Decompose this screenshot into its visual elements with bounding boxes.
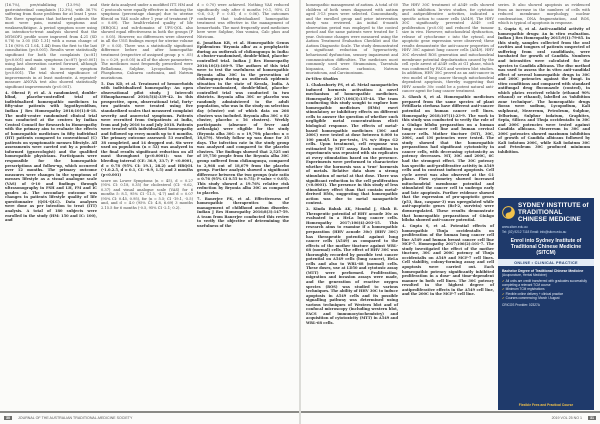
advert-title: SYDNEY INSTITUTE of TRADITIONAL CHINESE MEDICINE [518, 202, 589, 223]
page-number: 30 [6, 416, 10, 420]
in-vitro-entry-3: 3. Ghosh S, et al. Homeopathic medicines prepared from the same species of plant Fritillaria cirrhosa have different anti-cancer potential on human cancer cell lines. Homeopathy 2018;107(1):23-9. The work in this study was conducted to verify the role of a Ginkgo biloba preparation on a human lung cancer cell line and human cervical cancer cells. Mother tincture (MT), 30C, 200C, and 1M potencies were tested. The study showed that the homeopathic preparations had significant cytotoxicity in cancer cells, with decreasing cytotoxicity as potency decreases. MT, 30C and 200C, 6C had the strongest effect. The 30C potency has specific anti-proliferative activity in A549 cells and in contrast induced apoptosis. Cell cycle arrest was also observed at the G1 phase. Flow cytometry showed increased mitochondrial membrane potential and stimulated the cancer cell to undergo early and late apoptosis. Further evidence showed that the expression of pro-apoptotic genes (p53, Bax, caspase-3) was upregulated while anti-apoptotic genes (Bcl-2, survivin) were downregulated. These results demonstrate that homeopathic preparations of Ginkgo biloba showed anti-cancer potential. [402, 95, 494, 223]
advert-footer: Flexible Fees and Practical Course [518, 403, 574, 407]
paragraph: their data analysed under a modified ITT. HM and C protocols were equally effective in reducing the symptoms (percentage change) due to uterine fibroid on VAS scale after 1 year of treatment (P = 0.69). The health-related quality of life (HRQOL) and sub-domains of UFS-QOL also showed equal effectiveness in both the groups (P = 0.05). However, no differences were observed in all the USG findings except for uterine volume (P = 0.03). There was a statistically significant difference before and after homeopathic treatment (respective of assigned group: p < .05) (n = 0.29, p=0.05) in all of the above parameters. The medicines most frequently prescribed were Belladonna, Sulphur, Lycopodium, Sepia, Phosphorus, Calcarea carbonica, and Natrum muriaticum. [101, 3, 193, 80]
in-vitro-entry-5: 5. Gupta S, et al. Anti-candidal activity of homeopathic drugs: An in vitro evaluation. Indian J Res Homeopathy 2015;9(1):79-85. In this study, samples collected from the oral cavities and tongues of patients suspected of suffering from oral candidiasis, were incubated for growth of Candida. Numbers and intensities were calculated for the species to Candida albicans. The disc method was used to assess the in vitro anti-candidal effect of several homeopathic drugs in 30C and 200C potencies against the fungi. In vitro conditions and compared with standard antifungal drug fluconazole (control), in which plates received vehicle (ethanol 90% ethanol) or ethanol), labelled as 'inhibition zone technique'. The homeopathic drugs Borax were sodium, Lycopodium, Kali sulphurat, Mezereum, Petroleum, Sulphur, Tellurium, Sulphur iodatum, Graphites, Sepia, Silicea and Thuja occidentalis in 30C and 200C potencies were tested against Candida albicans. Mezereum in 30C and 200C potencies showed maximum inhibition of growth of Candida albicans followed by Kali iodatum 200C, while Kali iodatum 30C and Petroleum 30C produced minimum inhibition. [498, 27, 590, 154]
list-item: ✔All units are credit transferred with graduates successfully completing a relevant TCM course [502, 279, 587, 288]
check-icon: ✔ [502, 279, 505, 283]
list-item: ✔Minimum TCM registrations [502, 287, 545, 292]
right-column-3 [498, 3, 590, 195]
page-number: 31 [590, 416, 594, 420]
advert-enrol-heading: Enrol into Sydney Institute of Traditional Chinese Medicine (SITCM) [510, 238, 582, 256]
left-column-3 [197, 3, 289, 230]
check-icon: ✔ [502, 295, 505, 300]
advert-course-title: Bachelor Degree of Traditional Chinese Medicine [502, 269, 584, 273]
study-entry-4: 4. Oberai P, et al. A randomized, double-blind, placebo-controlled trial of individualized homeopathic medicines in fifty-nine patients with hypothyroidism, Indian J Res Homeopathy 2016;10(1):8-18. The multi-centre randomised clinical trial was conducted at the centres by Indian Central Council for Research in Homeopathy with the primary aim to evaluate the effects of homeopathic medicines in fifty individual (HT) patients compared to conventional (C) patients on symptomatic menses lifestyle. All assessments were carried out by a product-informed (gynecologist) and the qualified homeopathic physicians. Participants were responsible for the homeopathic prescriptions and follow-up, which occurred over 12 months. The primary outcome measures were changes in the symptoms of menses lifestyle as a visual analogue scale (VAS) of 0-10 and findings through ultrasonography in FSH and LH, FM and IC grades at. The secondary outcome was changes in patients lifestyle quality of life questionnaire (QOL-QLC). Data analyses were done as per intention to treat (ITT) analysis. A total of 180 subjects were enrolled in the study (HM: 150 and IC: 100), and [5, 90, 97, 223]
right-page-footer [301, 411, 600, 424]
advert-cricos: CRICOS Provider: 02327A [502, 303, 540, 308]
paragraph: series. It also showed apoptosis as evidenced from an increase in the numbers of cells with reduced membrane morphology, nuclear condensation, DNA fragmentation, and ROS, which is typical of apoptosis in response. [498, 3, 590, 26]
study-entry-5: 5. Das KD, et al. Treatment of hemorrhoids with individualized homeopathy: An open observational pilot study. J Intercult Ethnopharmacol 2016;5(4):339-42. In this prospective, open, observational trial, forty-two patients were treated using five standardized scales that measured complaint severity and anorectal symptoms. Patients were recruited from Outpatients at India, from and July 2016 to and July 2018. Patients were treated with individualized homeopathy and followed up every month up to 6 months. The primary outcome assessed: 53 enrolled, 38 completed, and 14 dropped out. Six were used on population (n = 52) was analyzed in the final results significant reduction on all most throughout (p<0.0001): was for bleeding interval (CE: 36.9, 33.7; P <0.0001, d = 0.78 (95% CI: 19.1, 28.2) and HRQOL (-1.0.2.5, d = 0.1, CI: -0.9, 1.5) and 3 months (p<0.001) [101, 81, 193, 177]
left-column-2 [101, 3, 193, 212]
study-entry-7: 7. Banerjee PK, et al. Effectiveness of homeopathic therapeutics in the management of childhood autism disorder. Indian J Res Homeopathy 2016;8(3):147-59. A team from Banerjee conducted this review to verify the objective of determining the usefulness of the [197, 196, 289, 229]
advert-header [498, 198, 594, 225]
advert-feature-list [498, 279, 594, 300]
study-entry-6: 6. Jonathan KR, et al. Homeopathic Genus Epidemicus 'Bryonia alba' as a prophylactic during an outbreak of chikungunya in India: A cluster-randomised, double-blind, placebo-controlled trial. Indian J Res Homeopathy 2016;10(3):160-9. The authors of this trial were to test the usefulness of homeopathic Bryonia alba 30C in the prevention of chikungunya during an outbreak epidemic situation in the state of Kerala, India. A cluster-randomized, double-blind, placebo-controlled trial was conducted in two districts. Bryonia alba 30C or placebo was randomly administered to the adult population, who was in the study on selection day (cluster) out of which data on 266 clusters was included. Bryonia alba 30C = 82 cluster, placebo = 56 clusters). Weekly participants (absence of fever and arthralgia) were eligible for the study (Bryonia alba 30C: n = 19,798; placebo: n = 18,679). Weekly follow up was done for 35 days. The infection rate in the study group was analysed and compared to the placebo clusters. The findings showed that 2,525 out of 19,750 people from the Bryonia alba 30C group suffered from chikungunya, compared to 2,968 out of 18,679 from the placebo group. Further analysis showed a significant difference between the two groups (rate ratio = 0.76 (95% CI 0.55 to 0.75); P value < 0.05). This study showed a 19.76% relative risk reduction by Bryonia alba 30C as compared to placebo. [197, 40, 289, 195]
advert-course-subtitle: (Acupuncture, Herbal Medicine) [502, 273, 547, 277]
in-vitro-entry-4: 4. Gupta S, et al. Potential effects of homeopathic Thuja occidentalis on proliferation of the human lung cancer cell line A549 and human breast cancer cell line MCF-7. Homeopathy 2017;106(2):101-7. The study investigated the effect of the mother tincture, 30C and 200C potency of Thuja occidentalis on A549 and MCF-7 cell lines. Cell viability, colony-forming assay and cell apoptosis were carried out. Each homeopathic potency significantly inhibited proliferation in a dose- and time-dependent manner in both cell lines. The 30C potency resulted in the highest degree of antiproliferative effects in the A549 cell line, and the 200C in the MCF-7 cell line. [402, 224, 494, 297]
right-column-2 [402, 3, 494, 298]
check-icon: ✔ [502, 291, 505, 296]
journal-name: JOURNAL OF THE AUSTRALIAN TRADITIONAL-MEDICINE SOCIETY [18, 416, 133, 420]
check-icon: ✔ [502, 287, 505, 292]
left-column-1 [5, 3, 97, 224]
advert-website-link[interactable]: www.sitcm.edu.au [502, 225, 528, 229]
journal-issue: 2019 VOL 25 NO 1 [551, 416, 582, 420]
advert-contact: Tel: (02) 9212 7118 Email: info@sitcm.edu.au [502, 230, 567, 234]
list-item: ✔Flexible online delivery + clinical practice [502, 291, 564, 296]
paragraph: homeopathic management of autism. A total of 60 children of both sexes diagnosed with autism aged 3-13 years were selected. Concomitantly, and the enrolled group and prior intervention study was reviewed. An initial 6-month observation period was employed to the control period and the same patients were treated for 1 year. Outcome changes were measured using the Autism Treatment Evaluation Checklist and the Autism Diagnostic Scale. The study demonstrated a significant reduction of hyperactivity, behavioural dysfunction, sensory impairment and communication difficulties. The medicines most commonly used were Stramonium, Tarentula hispanica, Calcarea carbonica, Natrum muriaticum, and Carcinosinum. [306, 3, 398, 76]
section-heading-in-vitro: In-Vitro Studies [306, 77, 338, 82]
left-page-footer [0, 411, 299, 424]
advert-band: ONLINE • CLINICAL PRACTICE [498, 259, 594, 266]
paragraph: d = 0.70) were achieved. Nothing VAS reduced significantly only after 6 months (-0.1, 95% CI -0.6, 0.3; P = 0.81; d = 0.06). The outcomes confirmed that individualized homeopathic treatment was effective in the management of hemorrhoids. The most frequently used medicines here were Sulphur, Nux vomica, Calc phos and Nitricum. [197, 3, 289, 39]
paragraph: score on Lower Symptoms (n = 45), d = 0.27 (95% CI: 0.18, 0.35) for cholesterol (CI: -0.62, 0.37) and visual analogue scale (VAS) for 6 months 5: 8.1, 95% CI -11.5, -4.7) and d = 0.07 (95% CI: 0.45, 0.95), for (n = 5.5; CI -19.1, -5.5) and, and d = 4.0 (95% CI: 4.8, 6.69) 3 months 2.15.5 for 6 months (-0.5, 95% CI -2.1; 0.2). [101, 178, 193, 210]
paragraph: The HHV 30C treatment of A549 cells showed growth inhibition. In-vivo studies, for cytotoxic and antiproliferative activities, indicated a specific action to cancer cells (A549). The HHV 30C significantly prevented A549 cell proliferation (p<0.05) and reduced the tumour size in vivo. However, mitochondrial dysfunction, release of cytochrome c into the cytosol, and apoptotic gene expression were observed; these results demonstrate the anti-cancer properties of HHV 30C against lung cancer cells (A549). HHV 30C elevated ROS generation and mitochondrial membrane potential depolarization caused by the cell cycle arrest of A549 cells at G1 phase, which was confirmed by FACS and western blot studies. In addition, HHV 30C proved as an anti-cancer in vivo model of lung cancer through mitochondrial dependent apoptosis, thereby suggesting that HHV acnode 30c could be a potent natural anti-cancer agent for lung cancer treatment. [402, 3, 494, 94]
in-vitro-entry-2: 2. Kinda Babak AK, Mondal J, Shah R. Therapeutic potential of HHV acnode 30c as evaluated in a HeLa lung cancer cells. Homeopathy 2017;106(4):203-15. This research aims to examine if a homeopathic preparation (HHV acnode 30c) (HHV 30C) has therapeutic potential against lung cancer cells (A549) as compared to the effects of the mother tincture against WRL-68 (normal) cells. The effect of HHV 30C was thoroughly recorded by possible test cancer potential on A549 cells (lung cancer), HeLa cells and also to WRL-68 (normal) cells. These doses, use at LD50 and cytotoxic assay (MTT) were performed. Proliferation, migration and invasion assays were made, and the generation of reactive oxygen species (ROS) was studied to various techniques. The ability of HHV 30C to induce apoptosis in A549 cells and its possible signalling pathway was determined using various techniques of Western blot and of confocal microscopy (including western blot, FACS and immunocytochemistry) and acquisition of cytotoxicity (MTT) in A549 and WRL-68 cells. [306, 207, 398, 325]
paragraph: (16.7%), pre/stabilizing (13.9%) and gastrointestinal complaints (12.3%), with 36.7% suffering from those problems for at least 1 year. The three symptoms that bothered patients the most were pain, mental symptoms and weakness/fatigue. A period symptom score using an intention-to-treat analysis showed that the MYMOP2 profile score improved from 4.21 (SD 0.78) to 3.05 (SD 1.31) with a mean change of 1.16 (95% CI 1.04, 1.44) from the first to the last consultation (p<0.001). Results were statistically significant for both the complaints (n=81) (p<0.001) and main symptoms (n=87) (p<0.001) using last observation carried forward, although complaints did not to increase symptom (p<0.001). The trial showed significance of improvements in at least moderate. A repeated-measure ANOVA test also showed statistically significant improvements (p<0.001). [5, 3, 97, 89]
in-vitro-entry-1: 1. Chakraborty PS, et al. Metal nanoparticles induced hormesis activation: A novel mechanism of homeopathic medicines. Homeopathy 2017;106(3):135-44. The team conducting this study sought to explore how homeopathic medicines (HMs) exert stimulatory or inhibitory effects on different cells to answer the question of whether such negligible metal concentrations elicit biological response. The effects of metal-based homeopathic medicines (30C and 200C) were tested at dose between 0.000 to 100 pmol/l. In pre-tests, 1% w/v Hepa G2 cells. Upon treatment, cell response was estimated by MTT assay. Each condition in experiments was repeated with six replicates at every stimulation based on the presence. Experiments were performed to characterize whether the hormesis was a 'true' hormesis of metals. Relative data show a strong stimulation of metal at that dose. There was significant reduction in the cell proliferation (<0.0001). The presence in this study of less stimulatory effect than that contain metal-derived HMs, suggesting that homeopathic action was due to metal nanoparticle content. [306, 83, 398, 206]
right-column-1 [306, 3, 398, 327]
list-item: ✔Courses commencing: March / August [502, 295, 560, 300]
sitcm-logo-icon [502, 206, 515, 219]
sitcm-advertisement[interactable] [498, 198, 594, 410]
